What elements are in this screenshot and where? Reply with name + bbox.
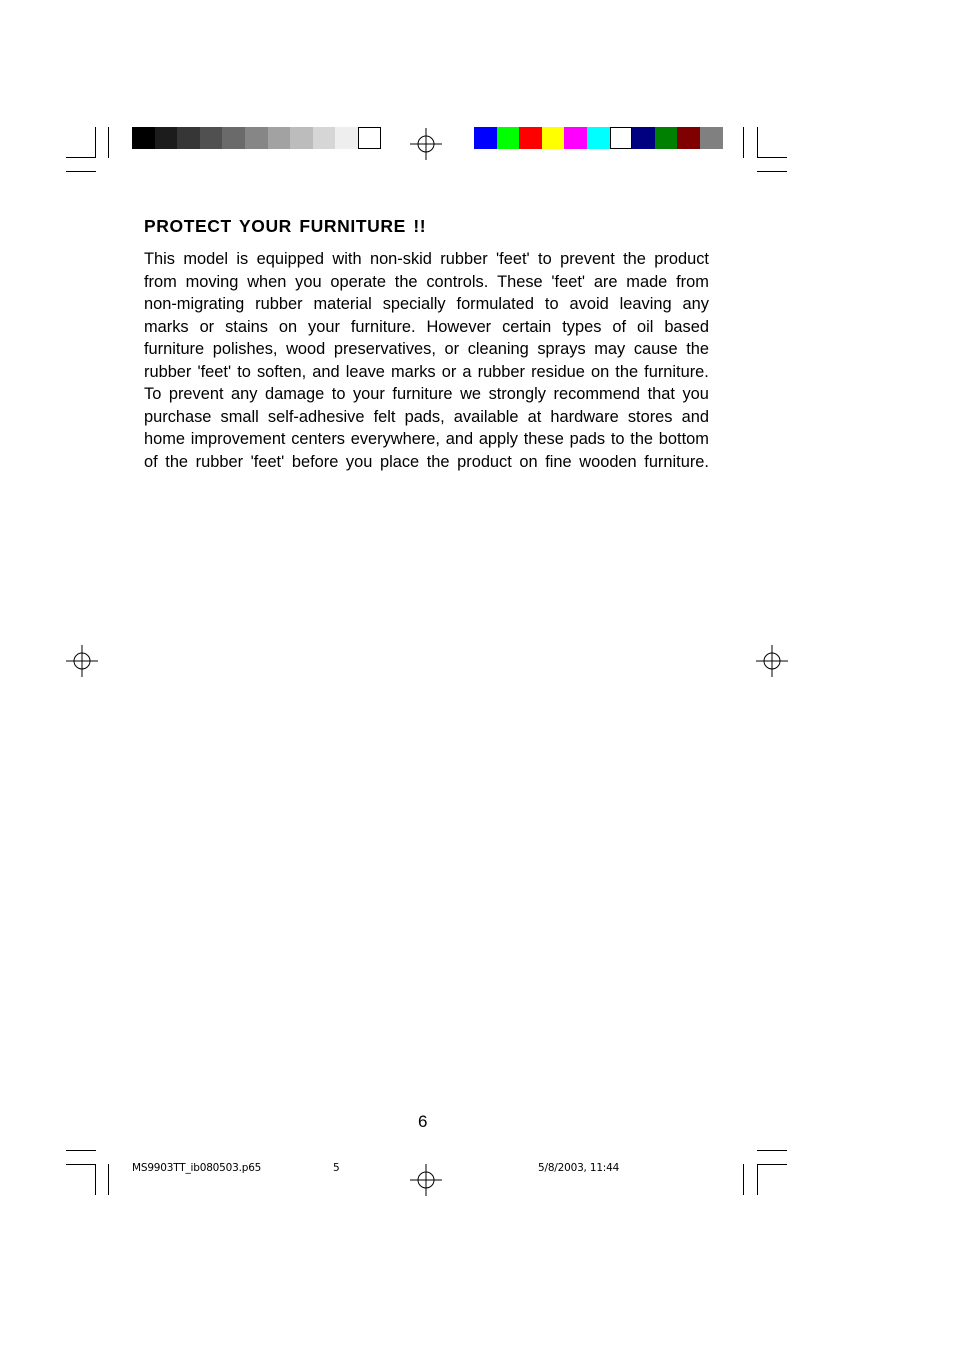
color-swatch xyxy=(610,127,633,149)
body-line: purchase small self-adhesive felt pads, available at hardware stores and xyxy=(144,407,709,426)
grayscale-color-bar xyxy=(132,127,381,149)
crop-mark xyxy=(108,1164,109,1195)
registration-mark-icon xyxy=(756,645,788,677)
color-swatch xyxy=(222,127,245,149)
section-heading: PROTECT YOUR FURNITURE !! xyxy=(144,216,427,236)
body-line: To prevent any damage to your furniture we strongly recommend that you xyxy=(144,385,709,403)
color-swatch xyxy=(700,127,723,149)
body-line: non-migrating rubber material specially formulated to avoid leaving any xyxy=(144,295,709,313)
registration-mark-icon xyxy=(410,1164,442,1196)
body-line: marks or stains on your furniture. However certain types of oil based xyxy=(144,317,709,336)
crop-mark xyxy=(757,157,787,158)
color-swatch xyxy=(677,127,700,149)
body-line: This model is equipped with non-skid rubber 'feet' to prevent the product xyxy=(144,250,709,268)
footer-file-name: MS9903TT_ib080503.p65 xyxy=(132,1162,262,1174)
body-line: from moving when you operate the controls. These 'feet' are made from xyxy=(144,272,709,291)
color-swatch xyxy=(268,127,291,149)
crop-mark xyxy=(757,127,758,158)
color-swatch xyxy=(632,127,655,149)
crop-mark xyxy=(66,1150,96,1151)
crop-mark xyxy=(757,1164,787,1165)
color-swatch xyxy=(335,127,358,149)
footer-date: 5/8/2003, 11:44 xyxy=(538,1162,620,1174)
color-swatch xyxy=(132,127,155,149)
color-swatch xyxy=(655,127,678,149)
color-swatch xyxy=(474,127,497,149)
crop-mark xyxy=(108,127,109,158)
color-swatch xyxy=(177,127,200,149)
footer-page: 5 xyxy=(333,1162,340,1174)
color-swatch xyxy=(519,127,542,149)
crop-mark xyxy=(66,171,96,172)
crop-mark xyxy=(743,1164,744,1195)
crop-mark xyxy=(95,127,96,158)
color-swatch xyxy=(313,127,336,149)
process-color-bar xyxy=(474,127,723,149)
body-line: of the rubber 'feet' before you place the product on fine wooden furniture. xyxy=(144,452,709,471)
color-swatch xyxy=(200,127,223,149)
crop-mark xyxy=(743,127,744,158)
color-swatch xyxy=(564,127,587,149)
color-swatch xyxy=(245,127,268,149)
body-paragraph xyxy=(144,248,709,473)
crop-mark xyxy=(66,157,96,158)
registration-mark-icon xyxy=(66,645,98,677)
body-line: furniture polishes, wood preservatives, or cleaning sprays may cause the xyxy=(144,340,709,358)
color-swatch xyxy=(587,127,610,149)
body-line: rubber 'feet' to soften, and leave marks or a rubber residue on the furniture. xyxy=(144,362,709,381)
crop-mark xyxy=(757,171,787,172)
crop-mark xyxy=(95,1164,96,1195)
color-swatch xyxy=(358,127,381,149)
color-swatch xyxy=(497,127,520,149)
page-number: 6 xyxy=(418,1112,428,1131)
crop-mark xyxy=(757,1164,758,1195)
crop-mark xyxy=(757,1150,787,1151)
color-swatch xyxy=(155,127,178,149)
crop-mark xyxy=(66,1164,96,1165)
color-swatch xyxy=(290,127,313,149)
registration-mark-icon xyxy=(410,128,442,160)
body-line: home improvement centers everywhere, and apply these pads to the bottom xyxy=(144,430,709,448)
color-swatch xyxy=(542,127,565,149)
